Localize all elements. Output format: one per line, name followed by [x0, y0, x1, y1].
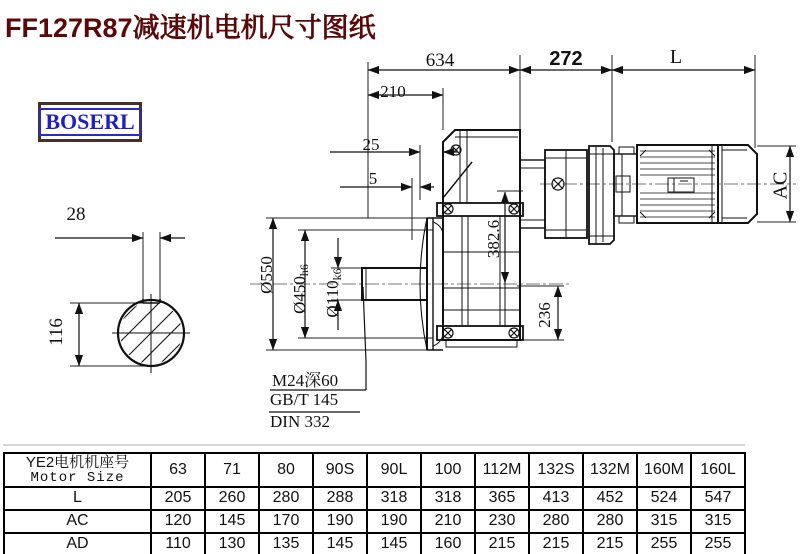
dim-272: 272 — [549, 48, 583, 70]
cell: 365 — [475, 487, 529, 510]
dim-dia450-tol: h6 — [297, 264, 311, 277]
cell: 524 — [637, 487, 691, 510]
col-header: 160L — [691, 453, 745, 487]
header-en: Motor Size — [30, 469, 125, 486]
table-row-AD — [4, 533, 745, 554]
col-header: 71 — [205, 453, 259, 487]
dim-382-6: 382.6 — [484, 219, 503, 259]
cell: 145 — [313, 533, 367, 554]
cell: 110 — [151, 533, 205, 554]
cell: 255 — [691, 533, 745, 554]
cell: 280 — [583, 510, 637, 533]
dim-634: 634 — [425, 50, 455, 71]
dim-dia450h6 — [290, 258, 310, 320]
row-label: AD — [4, 533, 151, 554]
cell: 255 — [637, 533, 691, 554]
cell: 280 — [529, 510, 583, 533]
col-header: 80 — [259, 453, 313, 487]
gearbox-body — [437, 130, 523, 347]
cell: 315 — [637, 510, 691, 533]
gearbox-bolts — [443, 145, 519, 338]
note-m24: M24深60 — [272, 371, 339, 390]
cell: 145 — [205, 510, 259, 533]
cell: 130 — [205, 533, 259, 554]
boserl-logo — [38, 102, 142, 142]
dim-116: 116 — [46, 318, 67, 346]
dim-dia110-tol: k6 — [330, 268, 344, 281]
motor-size-table — [3, 452, 746, 554]
dim-210: 210 — [380, 82, 406, 101]
dim-5: 5 — [368, 169, 378, 188]
cell: 160 — [421, 533, 475, 554]
cell: 547 — [691, 487, 745, 510]
cell: 135 — [259, 533, 313, 554]
dim-AC: AC — [769, 171, 792, 200]
shaft-cross-section — [104, 286, 198, 390]
col-header: 132S — [529, 453, 583, 487]
cell: 230 — [475, 510, 529, 533]
col-header: 160M — [637, 453, 691, 487]
cell: 190 — [313, 510, 367, 533]
dim-dia450-main: Ø450 — [290, 276, 309, 314]
cell: 413 — [529, 487, 583, 510]
cell: 318 — [421, 487, 475, 510]
cell: 315 — [691, 510, 745, 533]
col-header: 90S — [313, 453, 367, 487]
cell: 288 — [313, 487, 367, 510]
cell: 170 — [259, 510, 313, 533]
cell: 210 — [421, 510, 475, 533]
cell: 190 — [367, 510, 421, 533]
input-coupling — [520, 146, 614, 244]
dim-dia550: Ø550 — [257, 256, 276, 294]
table-row-AC — [4, 510, 745, 533]
cell: 280 — [259, 487, 313, 510]
col-header: 63 — [151, 453, 205, 487]
col-header: 90L — [367, 453, 421, 487]
cell: 120 — [151, 510, 205, 533]
dim-28: 28 — [66, 204, 86, 225]
note-gbt145: GB/T 145 — [270, 390, 339, 409]
dim-dia110-main: Ø110 — [323, 280, 342, 318]
cell: 260 — [205, 487, 259, 510]
col-header: 132M — [583, 453, 637, 487]
dim-25: 25 — [362, 135, 380, 154]
boserl-logo-text: BOSERL — [39, 108, 140, 136]
table-row-L — [4, 487, 745, 510]
col-header: 112M — [475, 453, 529, 487]
cell: 452 — [583, 487, 637, 510]
cell: 205 — [151, 487, 205, 510]
cell: 215 — [583, 533, 637, 554]
table-corner-cell — [4, 453, 151, 487]
cell: 215 — [529, 533, 583, 554]
page-title: FF127R87减速机电机尺寸图纸 — [5, 13, 376, 43]
row-label: L — [4, 487, 151, 510]
cell: 145 — [367, 533, 421, 554]
col-header: 100 — [421, 453, 475, 487]
note-din332: DIN 332 — [270, 412, 330, 431]
row-label: AC — [4, 510, 151, 533]
table-header-row — [4, 453, 745, 487]
header-cn: YE2电机机座号 — [25, 453, 130, 471]
dim-dia110k6 — [323, 262, 343, 324]
cell: 318 — [367, 487, 421, 510]
cell: 215 — [475, 533, 529, 554]
dim-L: L — [669, 46, 683, 68]
dim-236: 236 — [535, 302, 554, 328]
